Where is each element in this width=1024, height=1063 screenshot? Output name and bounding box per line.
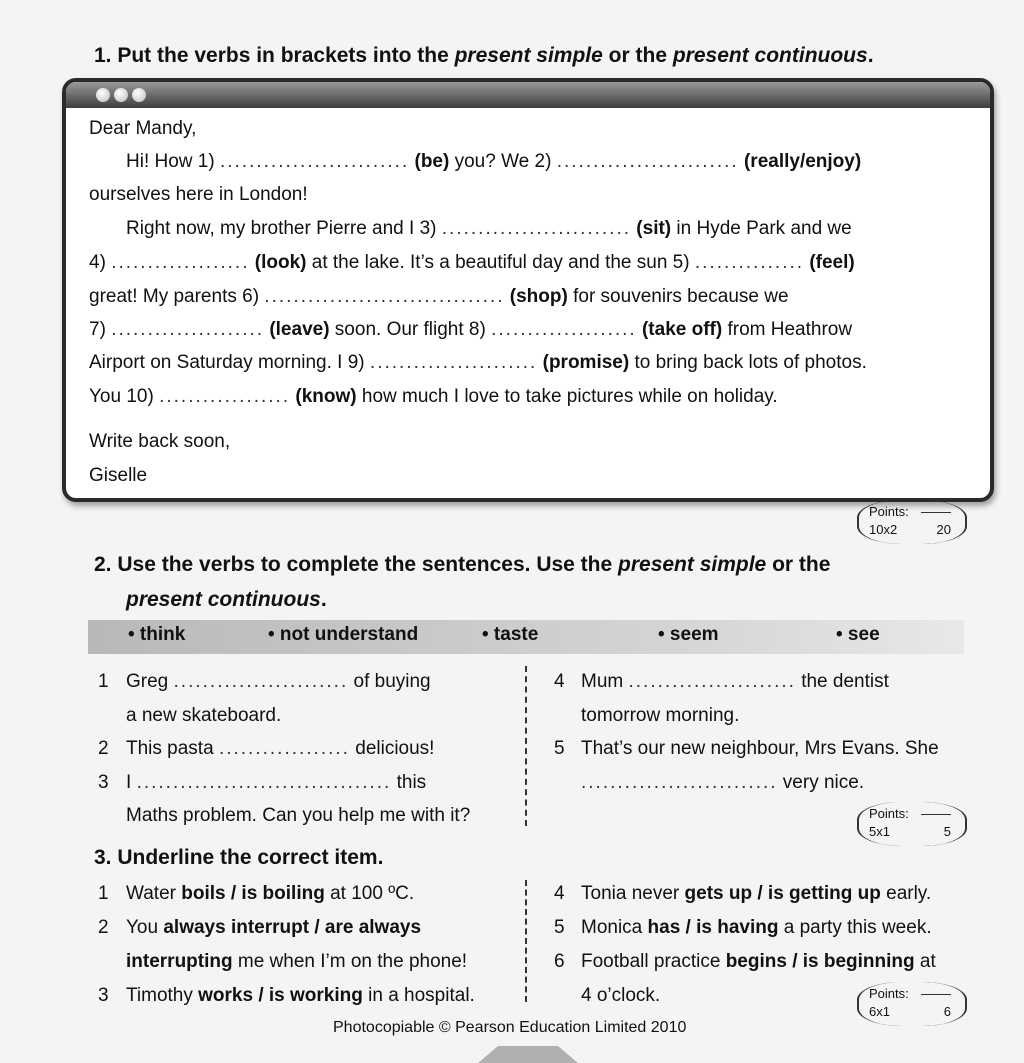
text: at the lake. It’s a beautiful day and the sun 5) [306,252,695,273]
gap-8: .................... [491,319,637,340]
sentence-continuation: Maths problem. Can you help me with it? [126,805,471,826]
verb-hint: (sit) [636,218,672,239]
window-dot-icon [114,88,128,102]
item-number: 1 [98,883,109,904]
verb-hint: (promise) [542,352,630,373]
verb-hint: (know) [295,386,357,407]
points-badge [857,802,967,846]
sentence [581,665,889,699]
text: early. [880,883,932,904]
word-box [88,620,964,654]
points-total: 6 [943,1004,951,1019]
text: Right now, my brother Pierre and I 3) [126,218,442,239]
text: in Hyde Park and we [671,218,852,239]
text: Airport on Saturday morning. I 9) [89,352,370,373]
text: at 100 ºC. [324,883,415,904]
gap-4: ................... [111,252,250,273]
title-emphasis: present simple [454,44,603,67]
item-number: 2 [98,738,109,759]
item [126,877,414,911]
gap-9: ....................... [369,352,538,373]
column-divider [525,880,527,1002]
word-item: • not understand [268,624,419,645]
item-number: 5 [554,738,565,759]
letter-line [126,212,852,246]
text: I [126,772,137,793]
word-item: • seem [658,624,719,645]
letter-closing: Write back soon, [89,431,231,452]
text: You 10) [89,386,160,407]
points-formula: 5x1 [869,824,890,839]
gap-10: .................. [159,386,291,407]
window-dot-icon [132,88,146,102]
sentence [126,766,426,800]
letter-line [89,380,778,414]
footer-copyright: Photocopiable © Pearson Education Limited 2010 [333,1019,687,1036]
text: delicious! [349,738,435,759]
text: me when I’m on the phone! [232,951,468,972]
item-number: 5 [554,917,565,938]
text: Hi! How 1) [126,151,220,172]
exercise-2-title [94,553,830,577]
text: soon. Our flight 8) [329,319,492,340]
text: great! My parents 6) [89,286,265,307]
verb-hint: (shop) [509,286,568,307]
text: a party this week. [778,917,932,938]
sentence-continuation: a new skateboard. [126,705,282,726]
verb-hint: (feel) [809,252,855,273]
gap: ................................... [136,772,392,793]
text: Mum [581,671,629,692]
item-number: 2 [98,917,109,938]
exercise-2-title-line2 [126,588,327,612]
window-titlebar [66,82,990,108]
title-emphasis: present continuous [672,44,868,67]
word-item: • think [128,624,186,645]
letter-line [89,280,789,314]
exercise-3-title: 3. Underline the correct item. [94,846,384,869]
points-badge [857,982,967,1026]
choice-options[interactable]: always interrupt / are always [163,917,422,938]
letter-line [126,145,861,179]
verb-hint: (be) [414,151,450,172]
item [581,911,932,945]
item-continuation: 4 o’clock. [581,985,661,1006]
letter-signature: Giselle [89,465,148,486]
text: very nice. [777,772,865,793]
word-item: • see [836,624,880,645]
gap-1: .......................... [219,151,410,172]
choice-options[interactable]: begins / is beginning [725,951,915,972]
text: Tonia never [581,883,685,904]
title-text: 2. Use the verbs to complete the sentences. Use the [94,553,619,576]
item-number: 4 [554,671,565,692]
title-text: or the [602,44,673,67]
points-total: 5 [943,824,951,839]
verb-hint: (leave) [269,319,330,340]
points-total: 20 [936,522,951,537]
gap: ........................... [581,772,778,793]
letter-line [89,346,867,380]
gap-5: ............... [694,252,805,273]
text: This pasta [126,738,219,759]
item [581,877,931,911]
item-number: 3 [98,985,109,1006]
text: Timothy [126,985,199,1006]
letter-line [89,246,855,280]
sentence-continuation [581,766,864,800]
sentence [126,665,431,699]
title-text: . [320,588,327,611]
word-item: • taste [482,624,539,645]
text: this [391,772,427,793]
sentence-continuation: tomorrow morning. [581,705,740,726]
letter-line [89,313,852,347]
text: at [914,951,936,972]
item-continuation [126,945,467,979]
gap-3: .......................... [441,218,632,239]
item [126,979,475,1013]
gap-6: ................................. [264,286,505,307]
item-number: 6 [554,951,565,972]
text: Football practice [581,951,726,972]
text: Water [126,883,182,904]
title-emphasis: present simple [618,553,767,576]
exercise-1-title [94,44,874,68]
text: from Heathrow [722,319,853,340]
sentence: That’s our new neighbour, Mrs Evans. She [581,738,939,759]
item [126,911,421,945]
item-number: 4 [554,883,565,904]
points-label: Points: [869,504,909,519]
window-dot-icon [96,88,110,102]
points-formula: 6x1 [869,1004,890,1019]
letter-line: ourselves here in London! [89,184,308,205]
choice-options[interactable]: interrupting [126,951,233,972]
points-badge [857,500,967,544]
gap: .................. [218,738,350,759]
points-label: Points: [869,986,909,1001]
verb-hint: (look) [254,252,307,273]
points-label: Points: [869,806,909,821]
choice-options[interactable]: works / is working [198,985,363,1006]
column-divider [525,666,527,826]
text: You [126,917,164,938]
text: 7) [89,319,112,340]
letter-greeting: Dear Mandy, [89,118,197,139]
text: you? We 2) [449,151,557,172]
choice-options[interactable]: boils / is boiling [181,883,325,904]
gap-7: ..................... [111,319,265,340]
gap-2: ......................... [556,151,739,172]
text: the dentist [795,671,889,692]
points-line [921,814,951,815]
text: to bring back lots of photos. [629,352,867,373]
text: in a hospital. [362,985,475,1006]
choice-options[interactable]: has / is having [647,917,779,938]
title-text: or the [766,553,831,576]
verb-hint: (really/enjoy) [743,151,862,172]
gap: ........................ [173,671,349,692]
gap: ....................... [628,671,796,692]
text: how much I love to take pictures while on holiday. [356,386,778,407]
points-line [921,512,951,513]
verb-hint: (take off) [641,319,723,340]
title-emphasis: present continuous [126,588,321,611]
page-tab-icon [478,1046,578,1063]
item-number: 3 [98,772,109,793]
choice-options[interactable]: gets up / is getting up [684,883,881,904]
sentence [126,732,434,766]
title-text: 1. Put the verbs in brackets into the [94,44,455,67]
points-line [921,994,951,995]
title-text: . [867,44,874,67]
text: for souvenirs because we [567,286,789,307]
points-formula: 10x2 [869,522,898,537]
text: 4) [89,252,112,273]
text: of buying [348,671,431,692]
item-number: 1 [98,671,109,692]
text: Greg [126,671,174,692]
item [581,945,936,979]
text: Monica [581,917,648,938]
